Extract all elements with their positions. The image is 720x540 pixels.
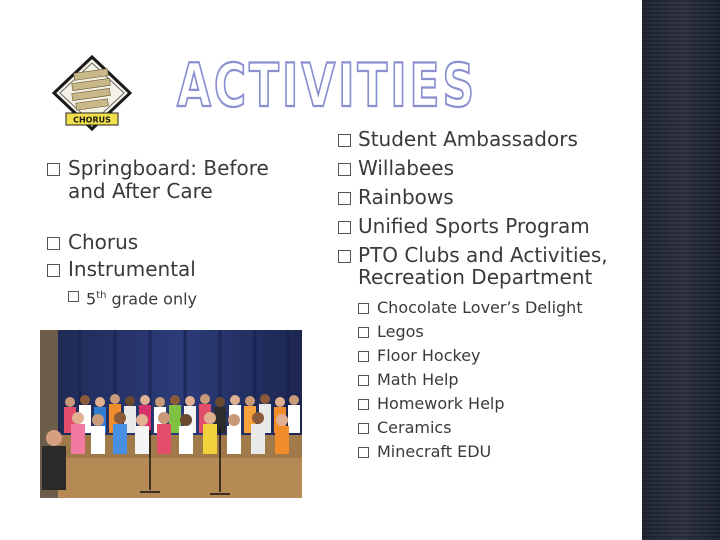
list-item-label: PTO Clubs and Activities, Recreation Department: [358, 243, 608, 289]
sub-list-item: [338, 416, 638, 440]
list-item: [338, 128, 638, 150]
list-item: [47, 231, 307, 254]
decorative-side-band: [642, 0, 720, 540]
checkbox-bullet-icon: [338, 134, 351, 147]
list-item: [47, 258, 307, 281]
sub-list-item: [338, 440, 638, 464]
logo-text: CHORUS: [73, 115, 111, 125]
list-item-label: Chorus: [68, 230, 139, 254]
left-bullet-list: [47, 157, 307, 309]
page-title-text: ACTIVITIES: [177, 51, 477, 121]
list-item: [338, 186, 638, 208]
page-title: [172, 50, 482, 121]
sub-list-item: [338, 392, 638, 416]
checkbox-bullet-icon: [47, 163, 60, 176]
sub-list-item: [338, 368, 638, 392]
checkbox-bullet-icon: [358, 375, 369, 386]
checkbox-bullet-icon: [338, 192, 351, 205]
list-item-label: Willabees: [358, 156, 454, 180]
sub-list-item-label: Ceramics: [377, 418, 452, 437]
checkbox-bullet-icon: [358, 303, 369, 314]
checkbox-bullet-icon: [68, 291, 79, 302]
list-item-label: Rainbows: [358, 185, 454, 209]
list-item-label: Student Ambassadors: [358, 127, 578, 151]
sub-list-item: [338, 344, 638, 368]
grade-text: grade only: [106, 289, 198, 309]
sub-list-item-label: Math Help: [377, 370, 459, 389]
checkbox-bullet-icon: [358, 447, 369, 458]
sub-list-item-label: Homework Help: [377, 394, 505, 413]
sub-list-item-label: Floor Hockey: [377, 346, 481, 365]
pto-sub-list: [338, 296, 638, 464]
sub-list-item-label: Legos: [377, 322, 424, 341]
list-item: [338, 215, 638, 237]
checkbox-bullet-icon: [47, 237, 60, 250]
sub-list-item-label: Chocolate Lover’s Delight: [377, 298, 583, 317]
checkbox-bullet-icon: [47, 264, 60, 277]
list-item-label: Unified Sports Program: [358, 214, 590, 238]
checkbox-bullet-icon: [338, 221, 351, 234]
checkbox-bullet-icon: [358, 327, 369, 338]
sub-list-item-label: Minecraft EDU: [377, 442, 492, 461]
sub-list-item: [338, 296, 638, 320]
checkbox-bullet-icon: [338, 250, 351, 263]
grade-suffix: th: [96, 290, 107, 301]
list-item: [338, 157, 638, 179]
list-item-label: Springboard: Before and After Care: [68, 156, 269, 203]
list-item: [47, 157, 307, 203]
sub-list-item: [47, 286, 307, 309]
grade-number: 5: [86, 289, 97, 309]
checkbox-bullet-icon: [358, 423, 369, 434]
checkbox-bullet-icon: [358, 351, 369, 362]
sub-list-item: [338, 320, 638, 344]
checkbox-bullet-icon: [338, 163, 351, 176]
checkbox-bullet-icon: [358, 399, 369, 410]
list-item: [338, 244, 638, 288]
list-item-label: Instrumental: [68, 257, 196, 281]
chorus-photo: [40, 330, 302, 498]
right-bullet-list: [338, 128, 638, 464]
chorus-logo: [52, 55, 132, 130]
